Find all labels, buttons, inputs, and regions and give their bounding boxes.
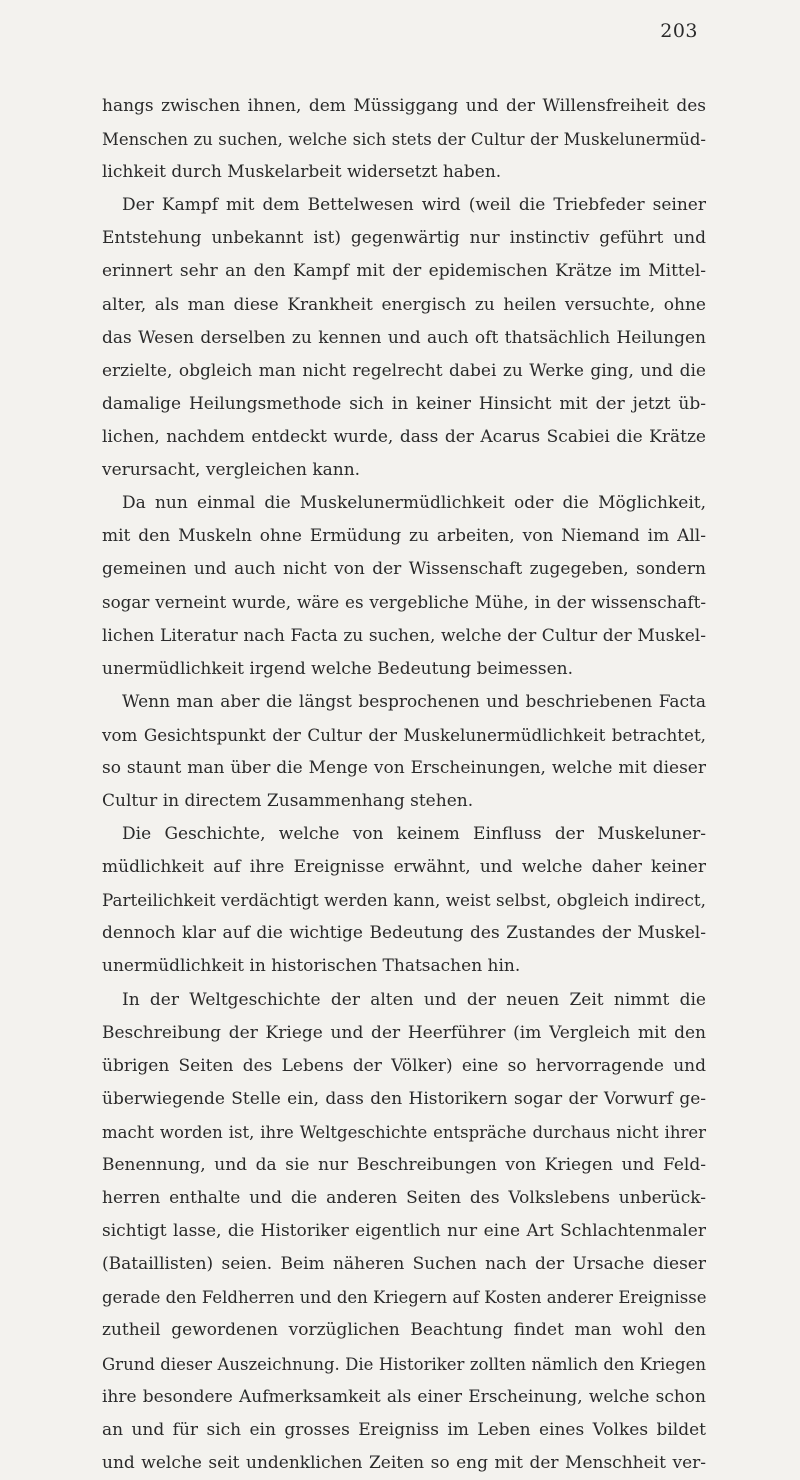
text-line: Der Kampf mit dem Bettelwesen wird (weil die Triebfeder seiner [122,195,706,216]
text-line: gerade den Feldherren und den Kriegern auf Kosten anderer Ereignisse [102,1288,707,1308]
text-line: erzielte, obgleich man nicht regelrecht dabei zu Werke ging, und die [102,360,706,381]
text-line: Die Geschichte, welche von keinem Einfluss der Muskeluner- [122,824,706,845]
text-line: ihre besondere Aufmerksamkeit als einer Erscheinung, welche schon [102,1386,706,1407]
text-line: an und für sich ein grosses Ereigniss im Leben eines Volkes bildet [102,1419,706,1440]
text-line: Grund dieser Auszeichnung. Die Historiker zollten nämlich den Kriegen [102,1354,706,1374]
text-line: sichtigt lasse, die Historiker eigentlich nur eine Art Schlachtenmaler [102,1221,706,1242]
text-line: Beschreibung der Kriege und der Heerführer (im Vergleich mit den [102,1022,706,1043]
text-line: unermüdlichkeit in historischen Thatsachen hin. [102,956,521,977]
text-line: unermüdlichkeit irgend welche Bedeutung beimessen. [102,658,574,679]
text-line: verursacht, vergleichen kann. [102,460,361,481]
text-line: (Bataillisten) seien. Beim näheren Suchen nach der Ursache dieser [102,1254,706,1275]
text-line: dennoch klar auf die wichtige Bedeutung des Zustandes der Muskel- [102,923,706,944]
text-line: überwiegende Stelle ein, dass den Historikern sogar der Vorwurf ge- [102,1088,706,1109]
text-line: Cultur in directem Zusammenhang stehen. [102,790,474,811]
text-line: vom Gesichtspunkt der Cultur der Muskelunermüdlichkeit betrachtet, [102,724,706,745]
text-line: herren enthalte und die anderen Seiten des Volkslebens unberück- [102,1188,706,1209]
text-line: gemeinen und auch nicht von der Wissenschaft zugegeben, sondern [102,559,706,580]
text-line: lichen Literatur nach Facta zu suchen, welche der Cultur der Muskel- [102,625,706,646]
text-line: alter, als man diese Krankheit energisch zu heilen versuchte, ohne [102,294,706,315]
text-line: übrigen Seiten des Lebens der Völker) eine so hervorragende und [102,1055,706,1076]
text-line: und welche seit undenklichen Zeiten so eng mit der Menschheit ver- [102,1452,706,1473]
text-line: Benennung, und da sie nur Beschreibungen von Kriegen und Feld- [102,1155,706,1175]
text-line: lichen, nachdem entdeckt wurde, dass der Acarus Scabiei die Krätze [102,426,706,447]
page-number: 203 [660,20,698,42]
text-line: Wenn man aber die längst besprochenen und beschriebenen Facta [122,691,706,712]
text-line: macht worden ist, ihre Weltgeschichte entspräche durchaus nicht ihrer [102,1122,706,1142]
text-line: hangs zwischen ihnen, dem Müssiggang und der Willensfreiheit des [102,96,706,116]
body-text [102,90,706,1480]
text-line: mit den Muskeln ohne Ermüdung zu arbeiten, von Niemand im All- [102,526,706,547]
text-line: zutheil gewordenen vorzüglichen Beachtung findet man wohl den [102,1320,706,1341]
text-line: müdlichkeit auf ihre Ereignisse erwähnt, und welche daher keiner [102,857,706,878]
text-line: In der Weltgeschichte der alten und der neuen Zeit nimmt die [122,989,706,1010]
text-line: lichkeit durch Muskelarbeit widersetzt haben. [102,162,502,183]
text-line: das Wesen derselben zu kennen und auch oft thatsächlich Heilungen [102,327,706,348]
text-line: Parteilichkeit verdächtigt werden kann, weist selbst, obgleich indirect, [102,890,706,911]
text-line: so staunt man über die Menge von Erscheinungen, welche mit dieser [102,757,706,778]
text-line: damalige Heilungsmethode sich in keiner Hinsicht mit der jetzt üb- [102,393,706,414]
text-line: erinnert sehr an den Kampf mit der epidemischen Krätze im Mittel- [102,261,706,282]
text-line: Menschen zu suchen, welche sich stets der Cultur der Muskelunermüd- [102,130,706,150]
text-line: Entstehung unbekannt ist) gegenwärtig nur instinctiv geführt und [102,228,706,249]
text-line: Da nun einmal die Muskelunermüdlichkeit oder die Möglichkeit, [122,493,706,514]
text-line: sogar verneint wurde, wäre es vergebliche Mühe, in der wissenschaft- [102,592,706,613]
